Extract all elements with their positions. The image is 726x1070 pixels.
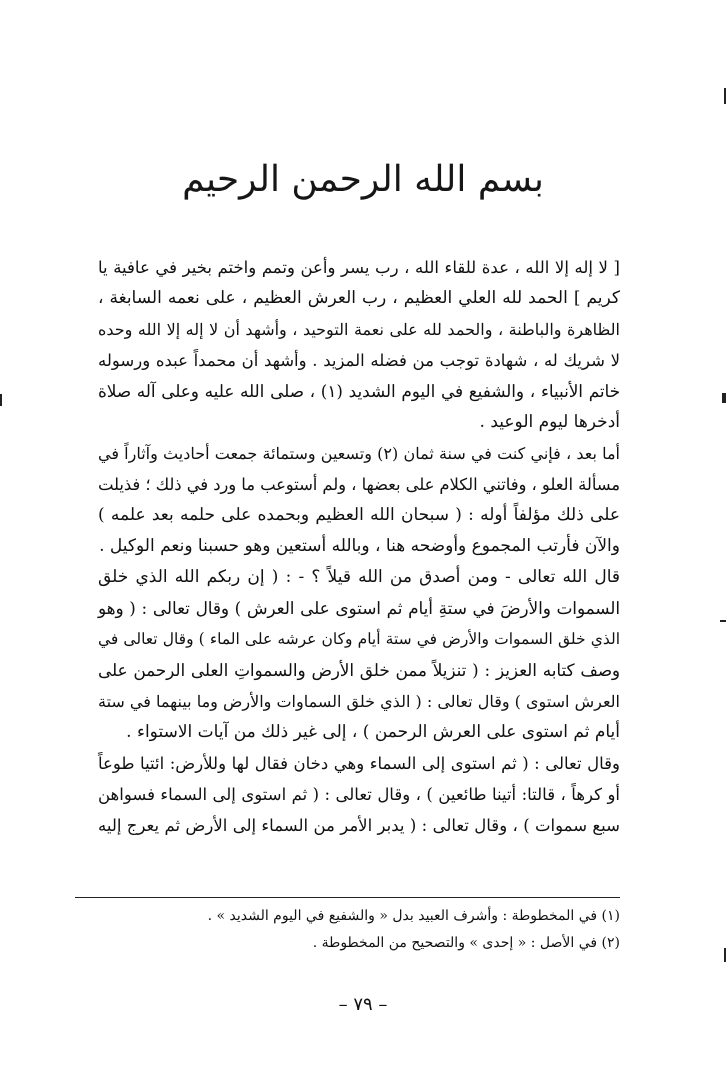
footnote-divider [75,897,620,898]
footnote: (٢) في الأصل : « إحدى » والتصحيح من المخطوطة . [312,935,620,951]
basmala-heading: بسم الله الرحمن الرحيم [182,159,544,200]
text-line: [ لا إله إلا الله ، عدة للقاء الله ، رب يسر وأعن وتمم واختم بخير في عافية يا [98,258,620,277]
text-line: الظاهرة والباطنة ، والحمد لله على نعمة التوحيد ، وأشهد أن لا إله إلا الله وحده [98,320,620,339]
text-line: أيام ثم استوى على العرش الرحمن ) ، إلى غير ذلك من آيات الاستواء . [126,722,620,742]
text-line: قال الله تعالى - ومن أصدق من الله قيلاً ؟ - : ( إن ربكم الله الذي خلق [98,567,620,587]
text-line: وقال تعالى : ( ثم استوى إلى السماء وهي دخان فقال لها وللأرض: ائتيا طوعاً [98,754,620,773]
text-line: لا شريك له ، شهادة توجب من فضله المزيد . وأشهد أن محمداً عبده ورسوله [98,351,620,370]
text-line: العرش استوى ) وقال تعالى : ( الذي خلق السماوات والأرض وما بينهما في ستة [98,692,620,711]
text-line: أدخرها ليوم الوعيد . [479,412,620,432]
main-text [98,252,620,841]
text-line: الذي خلق السموات والأرض في ستة أيام وكان عرشه على الماء ) وقال تعالى في [98,630,620,648]
text-line: خاتم الأنبياء ، والشفيع في اليوم الشديد (١) ، صلى الله عليه وعلى آله صلاة [98,381,620,401]
scan-edge-mark-right-middle [722,393,726,403]
text-line: وصف كتابه العزيز : ( تنزيلاً ممن خلق الأرض والسمواتِ العلى الرحمن على [98,660,620,680]
text-line: على ذلك مؤلفاً أوله : ( سبحان الله العظيم وبحمده على حلمه بعد علمه ) [98,505,620,525]
text-line: مسألة العلو ، وفاتني الكلام على بعضها ، ولم أستوعب ما ورد في ذلك ؛ فذيلت [98,475,620,494]
footnotes [75,903,620,957]
scan-edge-mark-left [0,394,2,406]
text-line: أو كرهاً ، قالتا: أتينا طائعين ) ، وقال تعالى : ( ثم استوى إلى السماء فسواهن [98,785,620,804]
text-line: سبع سموات ) ، وقال تعالى : ( يدبر الأمر من السماء إلى الأرض ثم يعرج إليه [98,816,620,835]
text-line: السموات والأرضَ في ستةِ أيام ثم استوى على العرش ) وقال تعالى : ( وهو [98,598,620,618]
page-number: – ٧٩ – [338,994,388,1015]
text-line: والآن فأرتب المجموع وأوضحه هنا ، وبالله أستعين وهو حسبنا ونعم الوكيل . [99,536,620,556]
footnote: (١) في المخطوطة : وأشرف العبيد بدل « والشفيع في اليوم الشديد » . [207,908,620,924]
text-line: كريم ] الحمد لله العلي العظيم ، رب العرش العظيم ، على نعمه السابغة ، [98,288,620,308]
scan-edge-mark-right-lower [720,620,726,622]
text-line: أما بعد ، فإني كنت في سنة ثمان (٢) وتسعين وستمائة جمعت أحاديث وآثاراً في [98,444,621,463]
